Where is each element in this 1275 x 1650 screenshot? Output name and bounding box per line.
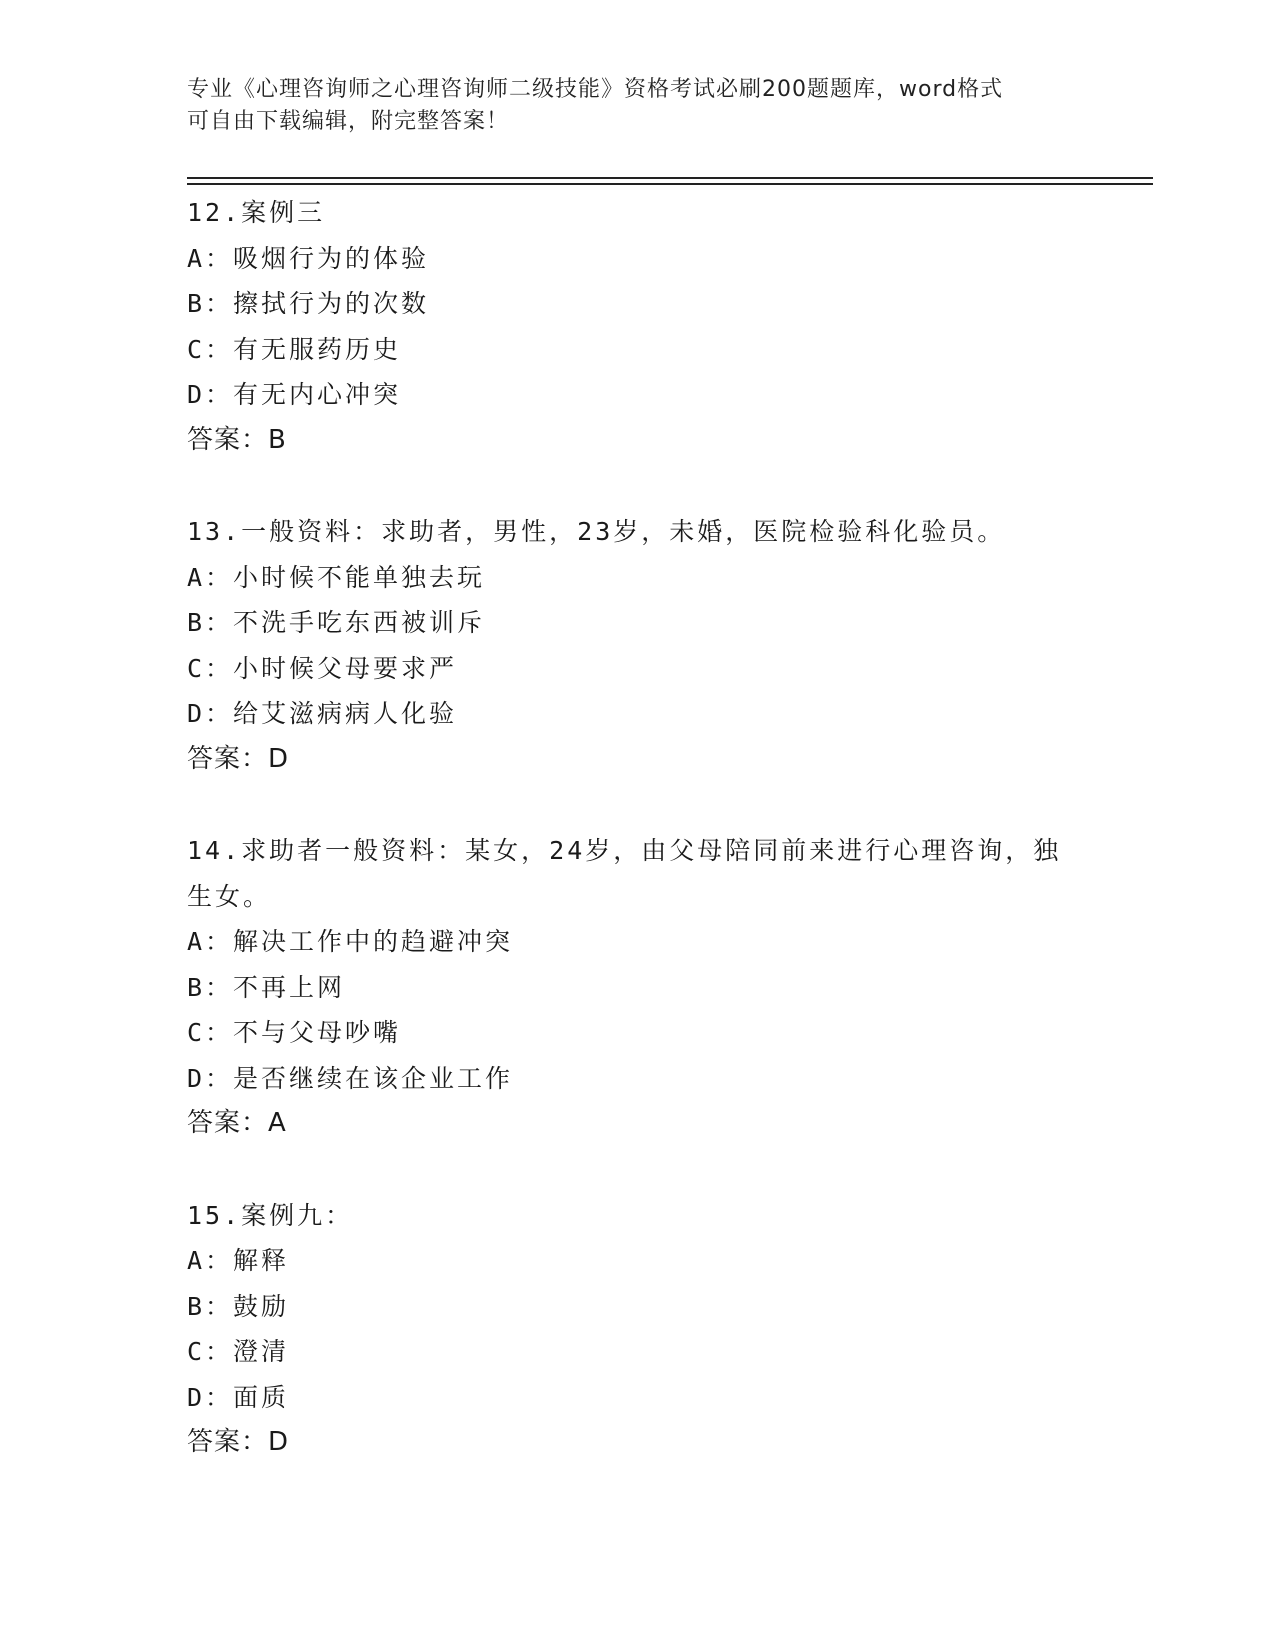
option-a: A：解释 bbox=[187, 1246, 290, 1275]
answer-label: 答案：D bbox=[187, 1427, 290, 1457]
option-a: A：解决工作中的趋避冲突 bbox=[187, 927, 514, 956]
question-15 bbox=[187, 1193, 1087, 1466]
option-b: B：不再上网 bbox=[187, 972, 346, 1002]
option-d: D：面质 bbox=[187, 1382, 290, 1412]
header-line-1: 专业《心理咨询师之心理咨询师二级技能》资格考试必刷200题题库，word格式 bbox=[187, 77, 1004, 102]
option-a: A：小时候不能单独去玩 bbox=[187, 562, 486, 592]
answer-label: 答案：A bbox=[187, 1108, 287, 1138]
option-b: B：鼓励 bbox=[187, 1291, 290, 1321]
option-d: D：有无内心冲突 bbox=[187, 380, 402, 409]
question-list bbox=[187, 190, 1087, 1512]
option-b: B：擦拭行为的次数 bbox=[187, 289, 430, 318]
header-line-2: 可自由下载编辑，附完整答案！ bbox=[187, 109, 510, 134]
option-b: B：不洗手吃东西被训斥 bbox=[187, 608, 486, 637]
question-stem-continued: 生女。 bbox=[187, 881, 272, 911]
answer-label: 答案：B bbox=[187, 424, 287, 455]
header-divider-bottom bbox=[187, 183, 1153, 185]
question-stem: 12.案例三 bbox=[187, 198, 326, 227]
question-stem: 14.求助者一般资料：某女，24岁，由父母陪同前来进行心理咨询，独 bbox=[187, 836, 1062, 865]
option-c: C：有无服药历史 bbox=[187, 334, 402, 364]
answer-label: 答案：D bbox=[187, 743, 290, 774]
document-header bbox=[187, 74, 1087, 138]
question-stem: 13.一般资料：求助者，男性，23岁，未婚，医院检验科化验员。 bbox=[187, 517, 1006, 546]
option-d: D：是否继续在该企业工作 bbox=[187, 1063, 514, 1093]
option-c: C：小时候父母要求严 bbox=[187, 653, 458, 683]
header-divider-top bbox=[187, 177, 1153, 179]
question-14 bbox=[187, 828, 1087, 1147]
option-c: C：澄清 bbox=[187, 1337, 290, 1366]
question-stem: 15.案例九： bbox=[187, 1200, 354, 1230]
question-13 bbox=[187, 509, 1087, 782]
option-c: C：不与父母吵嘴 bbox=[187, 1018, 402, 1047]
option-a: A：吸烟行为的体验 bbox=[187, 243, 430, 273]
option-d: D：给艾滋病病人化验 bbox=[187, 699, 458, 728]
question-12 bbox=[187, 190, 1087, 463]
